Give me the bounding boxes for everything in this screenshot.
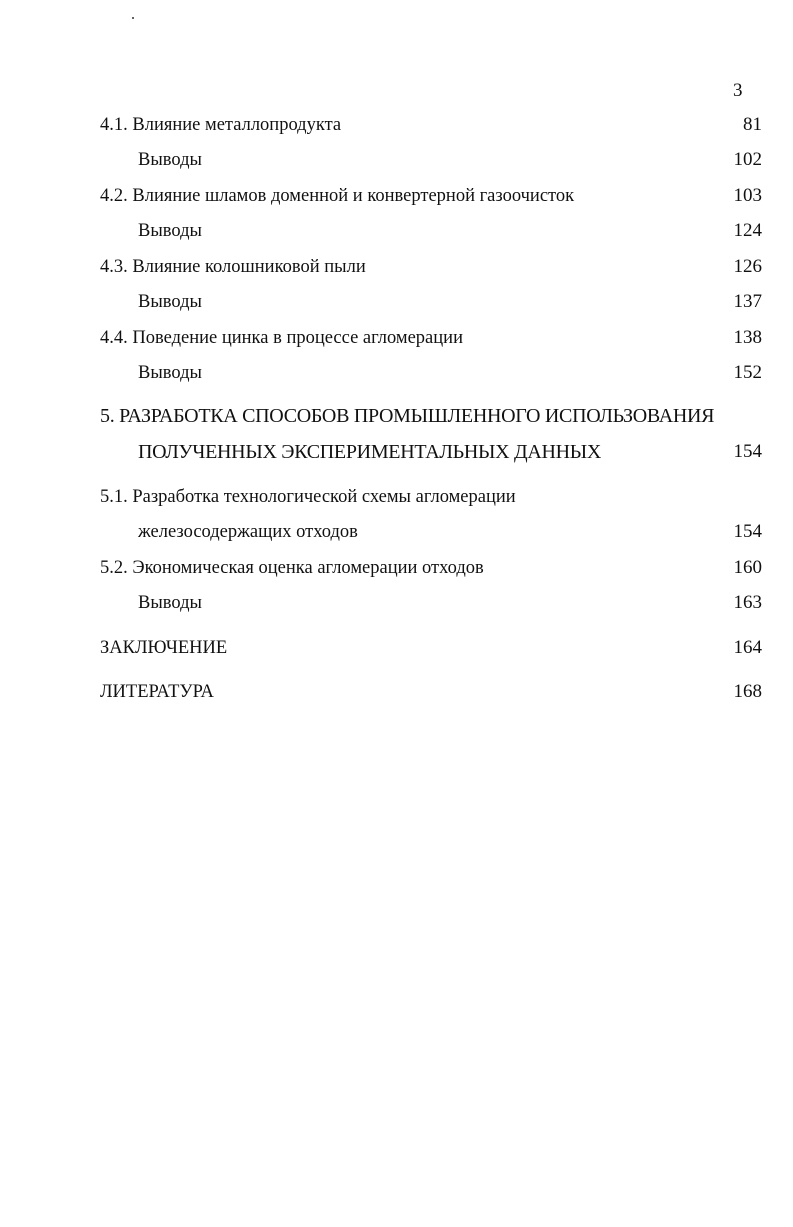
toc-entry-title: 4.3. Влияние колошниковой пыли xyxy=(100,257,366,277)
page-number: 3 xyxy=(733,80,743,101)
toc-entry-page: 81 xyxy=(743,114,762,135)
toc-entry-page: 154 xyxy=(733,441,762,462)
toc-entry-page: 124 xyxy=(733,220,762,241)
toc-entry-title: 5.2. Экономическая оценка агломерации отходов xyxy=(100,558,484,578)
toc-entry-title: ЛИТЕРАТУРА xyxy=(100,682,214,702)
toc-entry-title: железосодержащих отходов xyxy=(138,522,358,542)
toc-entry-page: 160 xyxy=(733,557,762,578)
toc-entry-title: 4.1. Влияние металлопродукта xyxy=(100,115,342,135)
toc-entry-page: 168 xyxy=(733,681,762,702)
toc-entry-page: 163 xyxy=(733,592,762,613)
toc-entry-title: 5. РАЗРАБОТКА СПОСОБОВ ПРОМЫШЛЕННОГО ИСПОЛЬЗОВАНИЯ xyxy=(100,405,715,427)
toc-entry-title: 5.1. Разработка технологической схемы агломерации xyxy=(100,487,516,507)
toc-entry-page: 137 xyxy=(733,291,762,312)
toc-entry-page: 152 xyxy=(733,362,762,383)
toc-entry-title: Выводы xyxy=(138,221,202,241)
toc-entry-title: Выводы xyxy=(138,292,202,312)
toc-entry-title: 4.2. Влияние шламов доменной и конвертерной газоочисток xyxy=(100,186,575,206)
toc-entry-page: 102 xyxy=(733,149,762,170)
toc-entry-page: 138 xyxy=(733,327,762,348)
toc-entry-page: 154 xyxy=(733,521,762,542)
scan-speck xyxy=(132,17,134,19)
toc-entry-title: ЗАКЛЮЧЕНИЕ xyxy=(100,638,228,658)
toc-entry-title: Выводы xyxy=(138,150,202,170)
toc-entry-page: 103 xyxy=(733,185,762,206)
toc-entry-title: ПОЛУЧЕННЫХ ЭКСПЕРИМЕНТАЛЬНЫХ ДАННЫХ xyxy=(138,441,602,463)
toc-entry-title: Выводы xyxy=(138,593,202,613)
toc-entry-title: Выводы xyxy=(138,363,202,383)
toc-entry-title: 4.4. Поведение цинка в процессе агломерации xyxy=(100,328,463,348)
toc-entry-page: 164 xyxy=(733,637,762,658)
toc-entry-page: 126 xyxy=(733,256,762,277)
